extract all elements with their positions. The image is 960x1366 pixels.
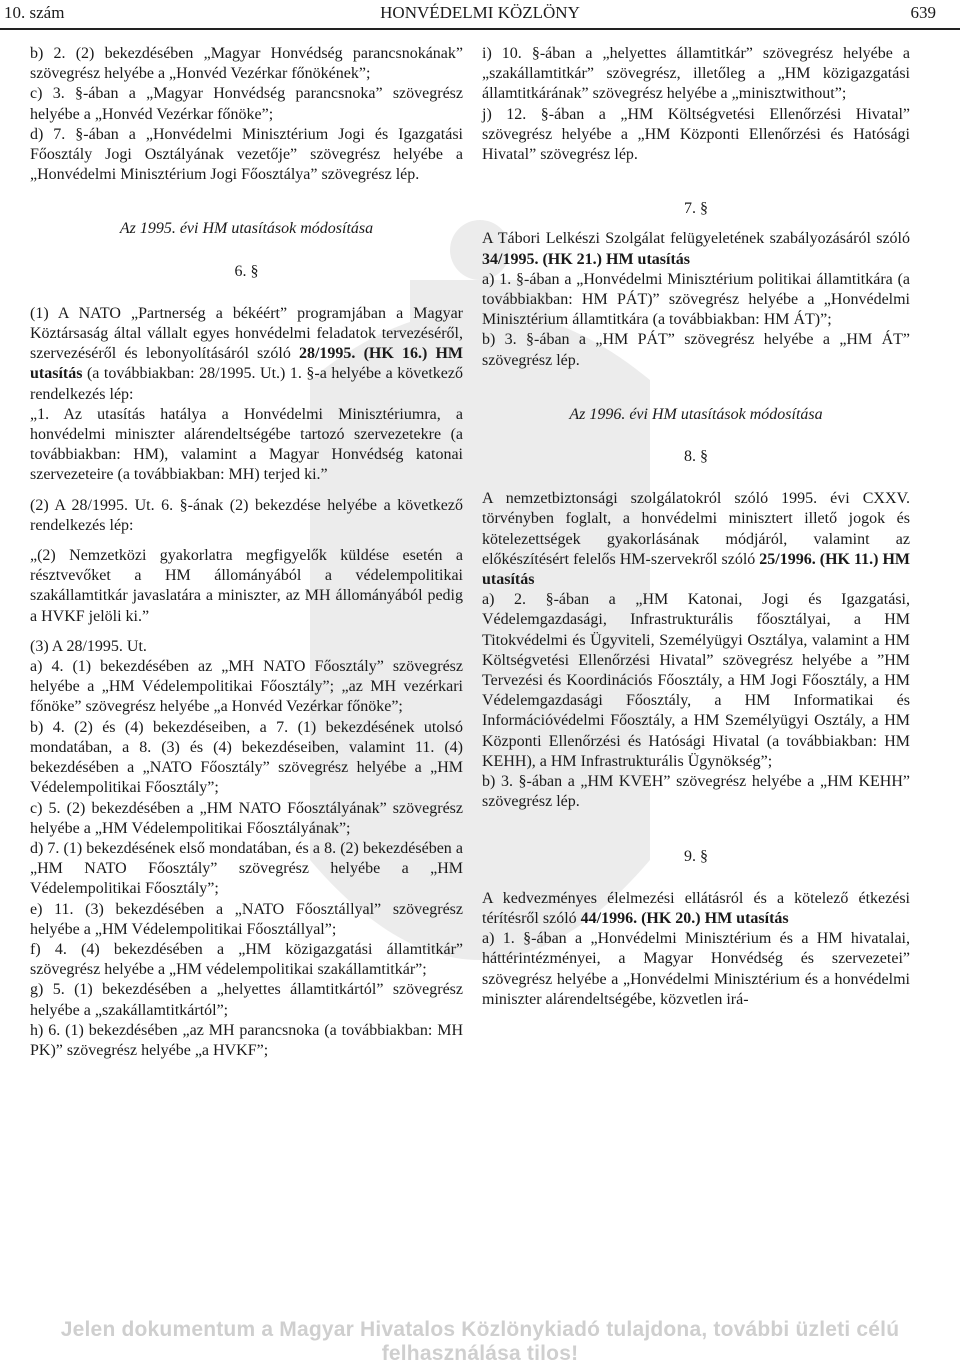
- right-paragraph: a) 1. §-ában a „Honvédelmi Minisztérium és a HM hivatalai, háttérintézményei, a Magyar Honvédség és szervezetei” szövegrész helyébe a „Honvédelmi Minisztérium és a honvédelmi miniszter alárendeltségébe, közvetlen irá-: [482, 930, 910, 1008]
- paragraph-number: 7. §: [684, 200, 708, 218]
- right-paragraph: b) 3. §-ában a „HM KVEH” szövegrész helyébe a „HM KEHH” szövegrész lép.: [482, 773, 910, 811]
- left-paragraph: b) 2. (2) bekezdésében „Magyar Honvédség parancsnokának” szövegrész helyébe a „Honvéd Vezérkar főnökének”;: [30, 45, 463, 83]
- left-paragraph: (3) A 28/1995. Ut.: [30, 637, 147, 655]
- left-paragraph: c) 3. §-ában a „Magyar Honvédség parancsnoka” szövegrész helyébe a „Honvéd Vezérkar főnöke”;: [30, 85, 463, 123]
- spacer: [482, 371, 910, 405]
- issue-number: 10. szám: [4, 3, 65, 22]
- right-paragraph: A Tábori Lelkészi Szolgálat felügyeletének szabályozásáról szóló 34/1995. (HK 21.) HM utasítás: [482, 230, 910, 268]
- left-paragraph: h) 6. (1) bekezdésében „az MH parancsnoka (a továbbiakban: MH PK)” szövegrész helyébe „a HVKF”;: [30, 1021, 463, 1059]
- left-paragraph: „(2) Nemzetközi gyakorlatra megfigyelők küldése esetén a résztvevőket a HM állományából a védelempolitikai szakállamtitkár javaslatára a miniszter, az MH állományából pedig a HVKF jelöli ki.”: [30, 547, 463, 625]
- right-paragraph: A kedvezményes élelmezési ellátásról és a kötelező étkezési térítésről szóló 44/1996. (HK 20.) HM utasítás: [482, 889, 910, 927]
- left-column: [30, 44, 463, 1061]
- left-paragraph: e) 11. (3) bekezdésében a „NATO Főosztállyal” szövegrész helyébe a „HM Védelempolitikai Főosztállyal”;: [30, 900, 463, 938]
- left-paragraph: d) 7. (1) bekezdésének első mondatában, és a 8. (2) bekezdésében a „HM NATO Főosztály” szövegrész helyébe a „HM Védelempolitikai Főosztály”;: [30, 839, 463, 898]
- left-paragraph: (2) A 28/1995. Ut. 6. §-ának (2) bekezdése helyébe a következő rendelkezés lép:: [30, 496, 463, 534]
- footer-watermark-text: Jelen dokumentum a Magyar Hivatalos Közlönykiadó tulajdona, további üzleti célú felhasználása tilos!: [60, 1318, 900, 1365]
- paragraph-number: 6. §: [234, 262, 259, 280]
- right-paragraph: i) 10. §-ában a „helyettes államtitkár” szövegrész helyébe a „szakállamtitkár” szövegrész, illetőleg a „HM közigazgatási államtitkárának” szövegrész helyébe a „minisztwithout”;: [482, 45, 910, 103]
- spacer: [30, 486, 463, 496]
- spacer: [482, 813, 910, 847]
- spacer: [482, 165, 910, 199]
- spacer: [482, 219, 910, 229]
- left-paragraph: f) 4. (4) bekezdésében a „HM közigazgatási államtitkár” szövegrész helyébe a „HM védelempolitikai szakállamtitkár”;: [30, 940, 463, 979]
- paragraph-number: 8. §: [684, 448, 708, 466]
- right-paragraph: A nemzetbiztonsági szolgálatokról szóló 1995. évi CXXV. törvényben foglalt, a honvédelmi minisztert illető jogok és kötelezettségek gyakorlásának módjáról, valamint az előkészítésért felelős HM-szervekről szóló 25/1996. (HK 11.) HM utasítás: [482, 490, 910, 589]
- right-paragraph: j) 12. §-ában a „HM Költségvetési Ellenőrzési Hivatal” szövegrész helyébe a „HM Központi Ellenőrzési és Hatósági Hivatal” szövegrész lép.: [482, 105, 910, 164]
- spacer: [30, 627, 463, 637]
- right-paragraph: b) 3. §-ában a „HM PÁT” szövegrész helyébe a „HM ÁT” szövegrész lép.: [482, 331, 910, 369]
- spacer: [482, 425, 910, 447]
- right-column: [482, 44, 910, 1010]
- page-number: 639: [910, 3, 936, 22]
- journal-title: HONVÉDELMI KÖZLÖNY: [380, 3, 580, 22]
- right-paragraph: a) 2. §-ában a „HM Katonai, Jogi és Igazgatási, Védelemgazdasági, Infrastrukturális főosztályai, a HM Titokvédelmi és Ügyviteli, Személyügyi Osztálya, valamint a HM Költségvetési Ellenőrzési Hivatal” szövegrész helyébe a ”HM Tervezési és Koordinációs Főosztály, a HM Jogi Főosztály, a HM Védelemgazdasági Főosztály, a HM Informatikai és Információvédelmi Főosztály, a HM Személyügyi Osztály, a HM Központi Ellenőrzési és Hatósági Hivatal (a továbbiakban: HM KEHH), a HM Infrastrukturális Ügynökség”;: [482, 591, 910, 770]
- section-title: Az 1995. évi HM utasítások módosítása: [119, 220, 374, 238]
- header-rule: [0, 28, 960, 30]
- spacer: [30, 282, 463, 304]
- paragraph-number: 9. §: [684, 847, 708, 865]
- spacer: [30, 240, 463, 262]
- spacer: [30, 536, 463, 546]
- spacer: [482, 867, 910, 889]
- left-paragraph: c) 5. (2) bekezdésében a „HM NATO Főosztályának” szövegrész helyébe a „HM Védelempolitikai Főosztályának”;: [30, 799, 463, 837]
- page-header: [0, 0, 960, 26]
- left-paragraph: a) 4. (1) bekezdésében az „MH NATO Főosztály” szövegrész helyébe a „HM Védelempolitikai Főosztály”; „az MH vezérkari főnöke” szövegrész helyébe „a Honvéd Vezérkar főnöke”;: [30, 658, 463, 716]
- right-paragraph: a) 1. §-ában a „Honvédelmi Minisztérium politikai államtitkára (a továbbiakban: HM PÁT)” szövegrész helyébe a „Honvédelmi Minisztérium államtitkára (a továbbiakban: HM ÁT)”;: [482, 270, 910, 329]
- left-paragraph: d) 7. §-ában a „Honvédelmi Minisztérium Jogi és Igazgatási Főosztály Jogi Osztályának vezetője” szövegrész helyébe a „Honvédelmi Minisztérium Jogi Főosztálya” szövegrész lép.: [30, 125, 463, 184]
- spacer: [482, 467, 910, 489]
- left-paragraph: b) 4. (2) és (4) bekezdéseiben, a 7. (1) bekezdésének utolsó mondatában, a 8. (3) és (4) bekezdéseiben, valamint 11. (4) bekezdésében a „NATO Főosztály” szövegrész helyébe a „HM Védelempolitikai Főosztály”;: [30, 718, 463, 797]
- left-paragraph: (1) A NATO „Partnerség a békéért” programjában a Magyar Köztársaság által vállalt egyes honvédelmi feladatok tervezéséről, szervezéséről és lebonyolításáról szóló 28/1995. (HK 16.) HM utasítás (a továbbiakban: 28/1995. Ut.) 1. §-a helyébe a következő rendelkezés lép:: [30, 304, 463, 403]
- section-title: Az 1996. évi HM utasítások módosítása: [569, 405, 823, 423]
- left-paragraph: g) 5. (1) bekezdésében a „helyettes államtitkártól” szövegrész helyébe a „szakállamtitkártól”;: [30, 981, 463, 1019]
- left-paragraph: „1. Az utasítás hatálya a Honvédelmi Minisztériumra, a honvédelmi miniszter alárendeltségébe tartozó szervezetekre (a továbbiakban: HM), valamint a Magyar Honvédség katonai szervezeteire (a továbbiakban: MH) terjed ki.”: [30, 405, 463, 484]
- spacer: [30, 185, 463, 219]
